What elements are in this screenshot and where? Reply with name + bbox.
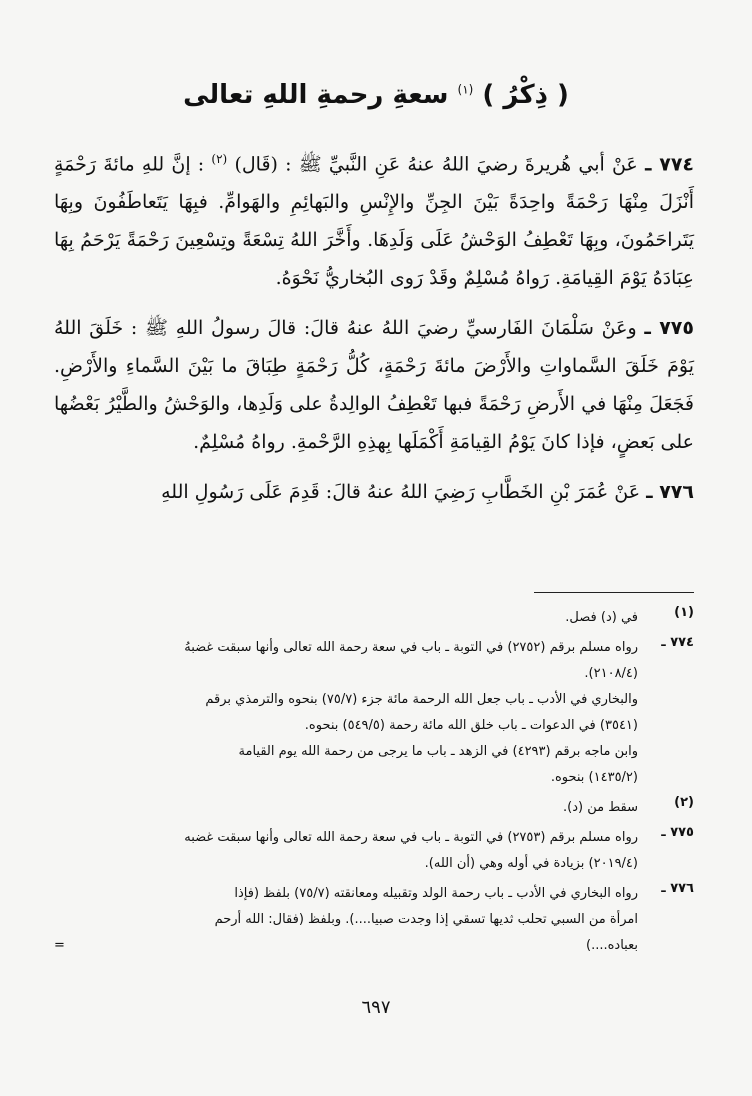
footnote-line: رواه البخاري في الأدب ـ باب رحمة الولد وتقبيله ومعانقته (٧٥/٧) بلفظ (فإذا (234, 886, 638, 901)
heading-title: سعةِ رحمةِ اللهِ تعالى (183, 80, 449, 110)
footnote-line: سقط من (د). (563, 800, 638, 815)
footnote-ref: ٧٧٥ ـ (661, 825, 694, 840)
footnote-776 (54, 881, 694, 959)
footnote-line: (٣٥٤١) في الدعوات ـ باب خلق الله مائة رحمة (٥٤٩/٥) بنحوه. (304, 718, 638, 733)
footnote-line: (٢١٠٨/٤). (584, 666, 638, 681)
hadith-number: ٧٧٥ ـ (644, 317, 694, 340)
hadith-number: ٧٧٤ ـ (644, 153, 695, 176)
footnote-ref: ٧٧٤ ـ (661, 635, 694, 650)
hadith-text: عَنْ عُمَرَ بْنِ الخَطَّابِ رَضِيَ اللهُ عنهُ قالَ: قَدِمَ عَلَى رَسُولِ اللهِ (161, 481, 641, 504)
footnote-divider (534, 592, 694, 593)
footnote-ref: ٧٧٦ ـ (661, 881, 694, 896)
footnote-line: والبخاري في الأدب ـ باب جعل الله الرحمة مائة جزء (٧٥/٧) بنحوه والترمذي برقم (205, 692, 638, 707)
hadith-number: ٧٧٦ ـ (646, 481, 694, 504)
hadith-text: وعَنْ سَلْمَانَ الفَارسيِّ رضيَ اللهُ عنهُ قالَ: قالَ رسولُ اللهِ ﷺ : خَلَقَ اللهُ يَوْمَ خَلَقَ السَّماواتِ والأَرْضَ مائةَ رَحْمَةٍ، كُلُّ رَحْمَةٍ طِبَاقَ ما بَيْنَ السَّماءِ والأَرْضِ. فَجَعَلَ مِنْهَا في الأَرضِ رَحْمَةً فبها تَعْطِفُ الوالِدةُ على وَلَدِها، والوَحْشُ والطَّيْرُ بَعْضُها على بَعضٍ، فإذا كانَ يَوْمُ القِيامَةِ أَكْمَلَها بِهذِهِ الرَّحْمةِ. رواهُ مُسْلِمٌ. (54, 317, 694, 454)
footnote-line: في (د) فصل. (565, 610, 638, 625)
footnote-2 (54, 795, 694, 821)
footnote-line: بعباده....) (586, 938, 638, 953)
footnote-1 (54, 605, 694, 631)
footnotes (54, 605, 694, 963)
footnote-line: (١٤٣٥/٢) بنحوه. (550, 770, 638, 785)
hadith-text: عَنْ أبي هُريرةَ رضيَ اللهُ عنهُ عَنِ النَّبيِّ ﷺ : (قَال) (234, 153, 638, 176)
footnote-775 (54, 825, 694, 877)
footnote-line: رواه مسلم برقم (٢٧٥٢) في التوبة ـ باب في سعة رحمة الله تعالى وأنها سبقت غضبهُ (184, 640, 638, 655)
continuation-mark: = (54, 938, 65, 953)
footnote-774 (54, 635, 694, 791)
footnote-line: امرأة من السبي تحلب ثديها تسقي إذا وجدت صبيا....). وبلفظ (فقال: الله أرحم (214, 912, 638, 927)
hadith-775 (54, 309, 694, 461)
footnote-line: وابن ماجه برقم (٤٢٩٣) في الزهد ـ باب ما يرجى من رحمة الله يوم القيامة (238, 744, 638, 759)
footnote-ref: (٢) (674, 795, 694, 810)
main-text (54, 140, 694, 523)
footnote-marker: (٢) (211, 152, 228, 166)
heading-footnote-marker: (١) (457, 82, 474, 97)
chapter-heading (0, 80, 752, 110)
hadith-text: : إنَّ للهِ مائةَ رَحْمَةٍ أَنْزَلَ مِنْهَا رَحْمَةً واحِدَةً بَيْنَ الجِنِّ والإِنْسِ والبَهائِمِ والهَوامِّ. فبِهَا يَتَعاطَفُونَ وبِهَا يَتَراحَمُونَ، وبِهَا تَعْطِفُ الوَحْشُ عَلَى وَلَدِهَا. وأَخَّرَ اللهُ تِسْعَةً وتِسْعِينَ رَحْمَةً يَرْحَمُ بِهَا عِبَادَهُ يَوْمَ القِيامَةِ. رَواهُ مُسْلِمٌ وقَدْ رَوى البُخاريُّ نَحْوَهُ. (54, 153, 694, 290)
hadith-774 (54, 140, 694, 297)
footnote-ref: (١) (674, 605, 694, 620)
page-number: ٦٩٧ (361, 997, 391, 1018)
footnote-line: (٢٠١٩/٤) بزيادة في أوله وهي (أن الله). (424, 856, 638, 871)
hadith-776 (54, 473, 694, 511)
footnote-line: رواه مسلم برقم (٢٧٥٣) في التوبة ـ باب في سعة رحمة الله تعالى وأنها سبقت غضبه (184, 830, 638, 845)
heading-label: ( ذِكْرُ ) (482, 80, 569, 110)
